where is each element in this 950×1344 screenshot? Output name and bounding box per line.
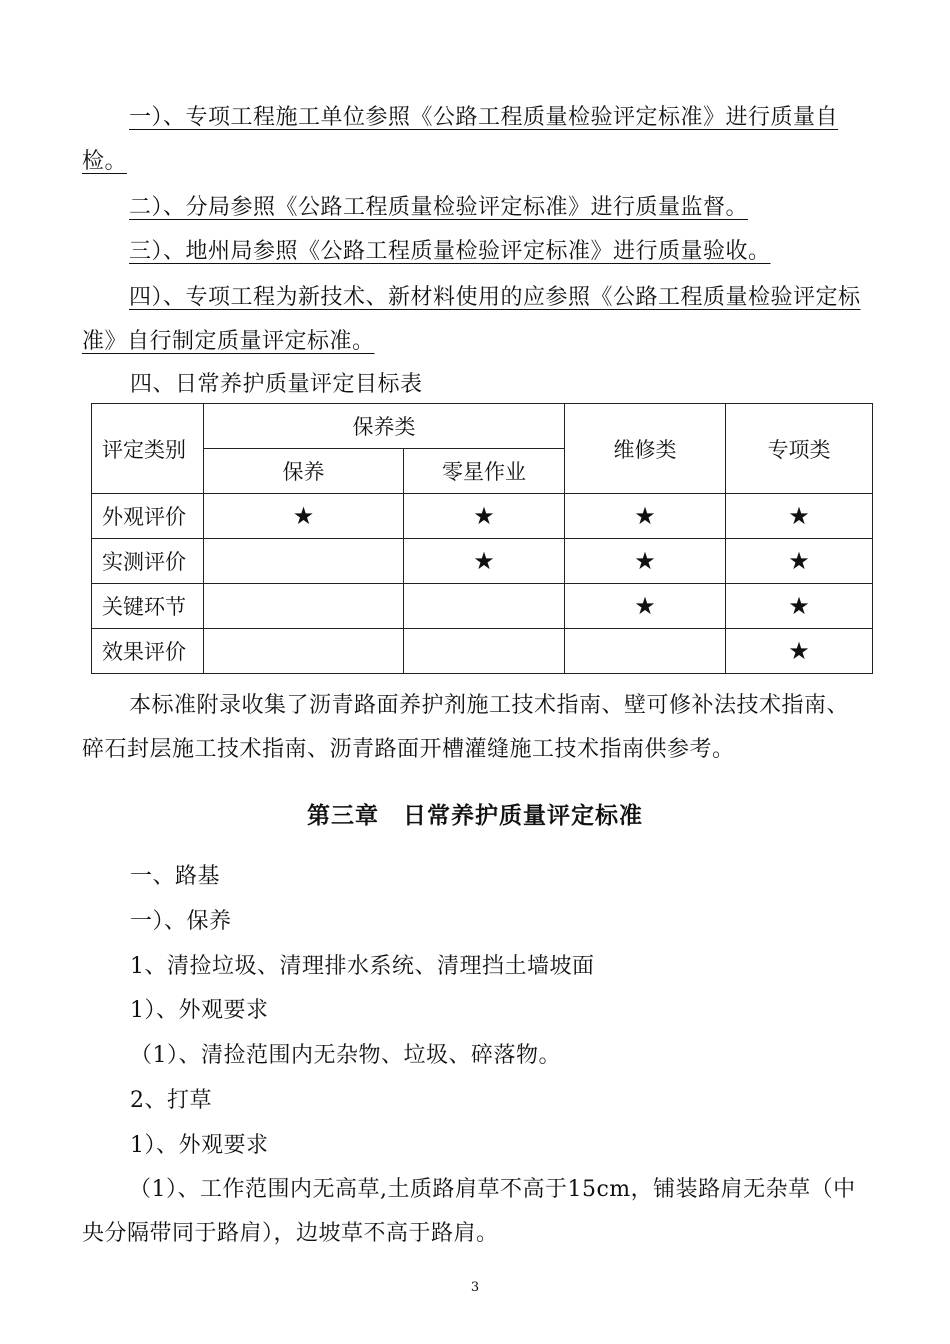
row-label: 效果评价 — [92, 629, 204, 674]
star-mark: ★ — [404, 494, 565, 539]
paragraph-appendix-note: 本标准附录收集了沥青路面养护剂施工技术指南、壁可修补法技术指南、碎石封层施工技术指南、沥青路面开槽灌缝施工技术指南供参考。 — [82, 693, 850, 762]
star-mark: ★ — [726, 629, 873, 674]
row-label: 关键环节 — [92, 584, 204, 629]
header-baoyang: 保养 — [204, 449, 404, 494]
page-number: 3 — [470, 1280, 480, 1295]
row-label: 外观评价 — [92, 494, 204, 539]
header-baoyang-group: 保养类 — [204, 404, 565, 449]
paragraph-quality-self-check: 一）、专项工程施工单位参照《公路工程质量检验评定标准》进行质量自检。 — [82, 105, 839, 174]
paragraph-quality-supervision: 二）、分局参照《公路工程质量检验评定标准》进行质量监督。 — [129, 195, 749, 220]
header-category: 评定类别 — [92, 404, 204, 494]
star-mark — [404, 629, 565, 674]
paragraph-quality-acceptance: 三）、地州局参照《公路工程质量检验评定标准》进行质量验收。 — [129, 239, 771, 264]
table-row — [92, 539, 873, 584]
star-mark: ★ — [726, 494, 873, 539]
star-mark: ★ — [565, 539, 726, 584]
item-appearance-req-2: 1）、外观要求 — [130, 1133, 269, 1158]
star-mark: ★ — [565, 584, 726, 629]
paragraph-custom-standards: 四）、专项工程为新技术、新材料使用的应参照《公路工程质量检验评定标准》自行制定质量评定标准。 — [82, 285, 861, 354]
section-heading-maintenance: 一）、保养 — [130, 909, 232, 934]
star-mark — [204, 629, 404, 674]
item-appearance-detail-2: （1）、工作范围内无高草,土质路肩草不高于15cm，铺装路肩无杂草（中央分隔带同于路肩），边坡草不高于路肩。 — [82, 1177, 856, 1246]
star-mark — [204, 584, 404, 629]
table-row — [92, 494, 873, 539]
star-mark — [565, 629, 726, 674]
star-mark — [404, 584, 565, 629]
row-label: 实测评价 — [92, 539, 204, 584]
star-mark: ★ — [204, 494, 404, 539]
table-row — [92, 629, 873, 674]
star-mark: ★ — [565, 494, 726, 539]
item-appearance-req-1: 1）、外观要求 — [130, 998, 269, 1023]
item-cleanup: 1、清捡垃圾、清理排水系统、清理挡土墙坡面 — [130, 954, 595, 979]
star-mark: ★ — [726, 539, 873, 584]
star-mark: ★ — [726, 584, 873, 629]
star-mark — [204, 539, 404, 584]
evaluation-target-table — [91, 403, 873, 674]
table-title: 四、日常养护质量评定目标表 — [130, 372, 423, 397]
star-mark: ★ — [404, 539, 565, 584]
item-appearance-detail-1: （1）、清捡范围内无杂物、垃圾、碎落物。 — [130, 1043, 561, 1068]
chapter-title: 第三章 日常养护质量评定标准 — [307, 803, 643, 829]
header-lingxing: 零星作业 — [404, 449, 565, 494]
section-heading-subgrade: 一、路基 — [130, 864, 221, 889]
header-zhuanxiang: 专项类 — [726, 404, 873, 494]
table-row — [92, 584, 873, 629]
header-weixiu: 维修类 — [565, 404, 726, 494]
item-mowing: 2、打草 — [130, 1088, 212, 1113]
